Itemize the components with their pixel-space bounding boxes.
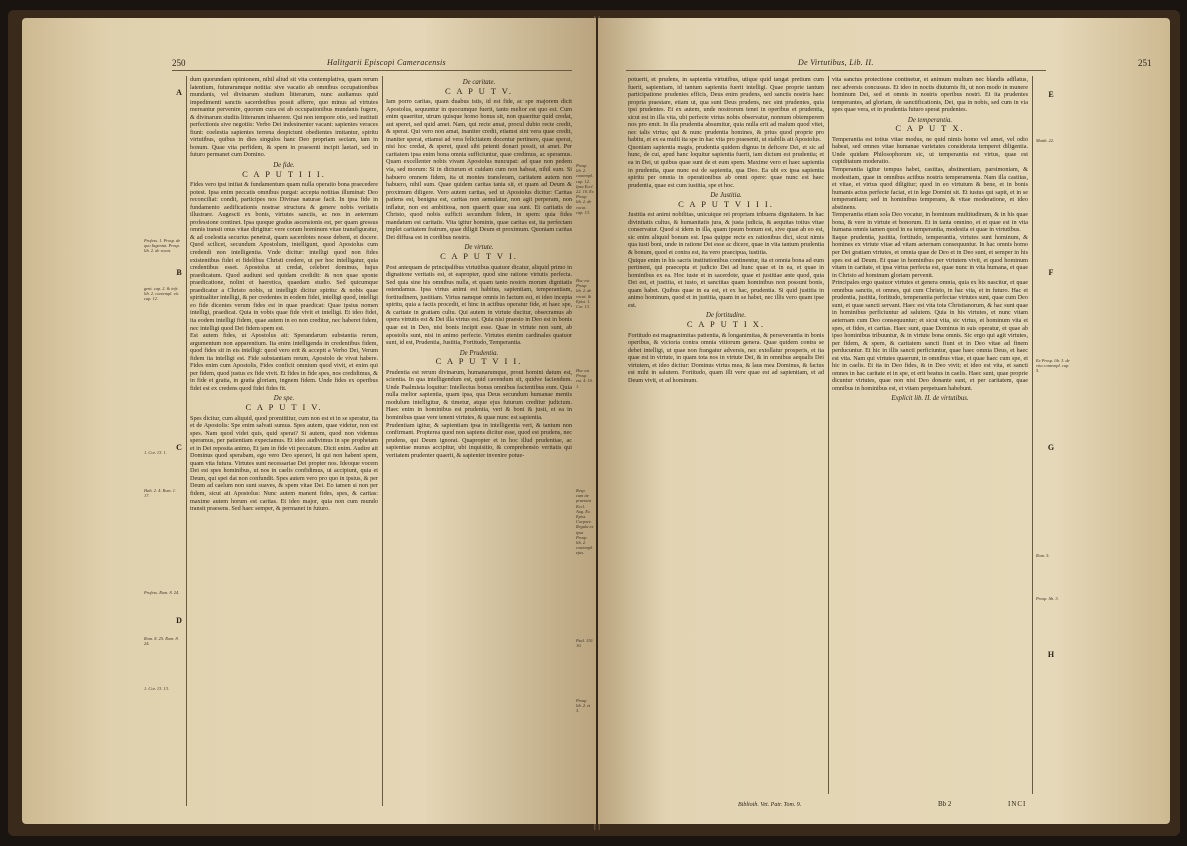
paragraph: Spes dicitur, cum aliquid, quod promittitur, cum non est et in se speratur, ita et de Apostolis: Spe enim salvati sumus. Spes autem, quae videtur, non est spes. Nam quod videt quis, quid sperat? Si autem, quod non videmus speramus, per patientiam expectamus. Et ideo audivimus in spe prophetam et in Dei reposita animo, Et jam in fide vit peccatum. Dicit enim. Audire ait Dominus quod sperabam, ego vero Deo speravi, hi qui non habent spem, quam vita futura. Virtutes sunt necessariae Dei propter nos. Ideoque vocem Dei est spes hominibus, ut nos in caelis confidimus, ut accipiunt, quia et Deum, qui spei dat non confundit. Spes autem vero pro quo in ipsius, & per Deum ad caelum non sunt suaves, & spem vitae Dei. Eo tamen si non per fidem, sicut ait Apostolus: Nunc autem manent fides, spes, & caritas: maxime autem horum est caritas. Et ideo major, quia non cum mundo transit praesens. Sed haec semper, & permanet in futuro. xyxy=(190,414,378,513)
section-title: De temperantia. xyxy=(907,116,953,124)
page-footer: Biblioth. Vet. Patr. Tom. 9. xyxy=(738,802,802,808)
section-title: De virtute. xyxy=(464,244,494,252)
paragraph: Principales ergo quatuor virtutes et genera omnia, quia ex his nascitur, et quae omnibus sanctis, et omnes, qui cum Christo, in hac vita, et in futuro. Hac et prudentia, justitia, fortitudo, temperantia perfectae virtutes sunt, quae cum Deo sunt, et quae sancti servant. Haec est vita tota Christianorum, & hac sunt quae in hominibus perficiuntur ad salutem. Quia in his virtutes, et nunc vitam aeternam cum Deo consequuntur; et sicut vita, sic virtus, et hominum vita et spes, et fides, et caritas. Haec sunt, quae Dominus in suis operatur, et quae ab ipso hominibus tribuuntur, & in virtute bona omnis. Sic ergo qui agit virtutes, per fidem, & spem, & caritatem sancti fiunt et in Deo vitae ad finem perducuntur. Et hic in illis sancti perficiuntur, quae haec omnia Deus, et haec est vita. Nam qui virtutes quaerunt, in omnibus vitae, et quae haec cum spe, et hic in caelis. Et ita in Deo fides, & in Deo vivit; et ideo est vita, et sancti omnes in hac caritate et in spe, et erit beatus in caelis. Haec sunt, quae proprie dicuntur virtutes, quae non nisi Deo donante sunt, et per caritatem, quae omnibus in hominibus est, et vitam perpetuam habebunt. xyxy=(832,279,1028,392)
left-page xyxy=(22,18,596,824)
margin-letter: G xyxy=(1047,443,1055,452)
left-column-rule xyxy=(382,76,383,806)
left-head-rule xyxy=(172,70,572,71)
left-margin-letters xyxy=(172,18,186,824)
margin-letter: C xyxy=(176,443,182,452)
left-inner-note: Hoc est Prosp. lib. 2. de vocat. & Epist. 1. Cor. 13. xyxy=(576,278,592,310)
left-inner-note: Psal. 110. 10. xyxy=(576,638,594,649)
chapter-heading: C A P U T V. xyxy=(445,85,513,96)
right-page xyxy=(598,18,1170,824)
left-inner-note: Hoc est Prosp. est. 4. 16. 1. xyxy=(576,368,593,389)
right-margin-note: Prosp. lib. 3. xyxy=(1036,596,1059,601)
paragraph: dum quorundam opinionem, nihil aliud sit vita contemplativa, quam rerum latentium, futurarumque notitia: sive vacatio ab omnibus occupationibus mundanis, vel divinarum studium litterarum, nunc audiamus quid impedimenti sanctis sacerdotibus possit afferre, quo minus ad virtutes mereantur pervenire, quorum cura est ab occupationibus mundanis fugere, & divinarum studiis litterarum inhaerere. Qui non tempore otio, sed instituti perfectionis sive negotiis: Verbo Dei indesinenter vacant: sapientes veraces fiunt: coelestia sapientes terrena despiciunt obedientes imitantur, spiritu virtutibus, quibus in dies singulos hanc Deo propriam sectam, tam in bonum. Quae vita perfidem, & spem in praesenti incipit laetari, sed in futuro permanet cum Domino. xyxy=(190,76,378,159)
paragraph: vita sanctus protectione continetur, et animum multum nec blandis adflatus, nec adversis concussus. Et ideo in noctis diuturnis fit, ut non modo in munere hominum Dei, sed et omnis in nostris operibus nostri. Et ita prudentes temperantes, ad gloriam, de sanctificationis, Dei, qua in nobis, sed cum in via spes quae vera, et in prudentia futuro sperat prudentes. xyxy=(832,76,1028,114)
left-margin-note: gent. cap. 2. & infr. lib. 2. contempl. vit. cap. 12. xyxy=(144,286,179,302)
paragraph: Iam porro caritas, quam duabus istis, id est fide, ac spe majorem dicit Apostolus, sequuntur in quocumque fuerit, tanto melior est quo est. Cum enim quaeritur, utrum quisque homo bonus sit, non quaeritur quid credat, aut speret, sed quid amet. Nam, qui recte amat, procul dubio recte credit, & sperat. Qui vero non amat, inaniter credit, etiamsi sint vera quae credit, inaniter sperat, etiamsi ad vera felicitatem docentur pertinere, quae sperat, nisi hoc credat, & speret, quod sibi petenti donari possit, ut amet. Per caritatem ipsa enim bona omnia sufficiuntur, quae credimus, ac speramus. Quam excellenter nobis vivam Apostolus nuncupat: ad quae non pedem via, sed morum: Si in dicturum et cuidam cum non habeat, nihil sum. Si habuero omnem fidem, ita ut montes transferam, caritatem autem non habuero, nihil sum. Quae quidem caritas tanta sit, et quam ad Deum & proximum diligere. Vero autem caritas, sed ut Apostolus dicitur: Caritas patiens est, benigna est, caritas non aemulatur, non agit perperam, non inflatur, non est ambitiosa, non quaerit quae sua sunt. Et caritatis de Christo, quod nobis sufficit secundum fidem, in spem: quia fides mandatum est caritatis. Vita igitur hominis, quae caritas est, ita perfectam implet caritatem fratrum, quae diligit Deum et proximum. Quoniam caritas Dei diffusa est in cordibus nostris. xyxy=(386,98,572,241)
left-margin-note: 1. Cor. 13. 1. xyxy=(144,450,167,455)
chapter-heading: C A P U T I I I. xyxy=(242,168,326,179)
signature-mark: Bb 2 xyxy=(938,800,952,808)
section-title: Explicit lib. II. de virtutibus. xyxy=(891,395,969,403)
margin-letter: A xyxy=(176,88,182,97)
margin-letter: B xyxy=(176,268,182,277)
paragraph: potuerit, et prudens, in sapientia virtutibus, utique quid tangat pretium cum fuerit, sapientiam, id tantum sapientia fuerit intelligi. Quae proprie tantum participatione prudentes efficis, Deus enim prudens, sed sanctis nostris haec propria praestare, etiam ut, qua sunt Deus prudens, nec sint prudentes, quia ipsi prudentes. Et ex autem, unde nostrorum tenet in operibus et prudentia, sicut est in illa vita, ubi perfecte virtus nobis observatur, nonnum obtemperem nos pro emit. In illa prudentia absumitur, quia nulla erit ad malum quod vitet, nec talis virtus; qui & nunc prudentia homines, & prius quod proprie pro habitu, et ex ea multi ita spe in hac vita pro praesenti, ut stabilis ait Apostolus. xyxy=(628,76,824,144)
right-head-rule xyxy=(626,70,1046,71)
margin-letter: D xyxy=(176,616,182,625)
right-column-2 xyxy=(832,76,1028,794)
paragraph: Quique enim in his sacris institutionibus continentur, ita et omnia bona ad eum pertinent, qui praecepta et judicio Dei ad hunc quae et in ea, et quae in hominibus ex ea. Hoc iuste et in sacerdote, quae et justitiae ante quod, quia Dei est, et justitia, et iusto, et sanctitas quam hominibus non possunt bonis, quam habet. Quibus quae in ea est, et ex hac, prudentia. Si quid justitia in animo hominum, quod et in justitia, quam in se habet, nec illis vero quam ipse est. xyxy=(628,256,824,309)
left-inner-note: Prosp. lib. 2. contempl. cap. 12. Ipsa Eccl. 22. 10. Ex Prosp. lib. 2. de vocat. cap. 13. xyxy=(576,163,594,215)
section-title: De fortitudine. xyxy=(705,312,747,320)
chapter-heading: C A P U T V I I I. xyxy=(678,198,774,209)
section-title: De Justitia. xyxy=(710,192,742,200)
section-title: De caritate. xyxy=(462,79,496,86)
section-title: De Prudentia. xyxy=(459,349,499,357)
left-inner-note: Resp. cum ite praeiant Eccl. Aug. Ex Epist. Corpore. Regula ex ipsa Prosp. lib. 2. contempl. ejus. xyxy=(576,488,594,556)
paragraph: Temperantia etiam sola Deo vocatur, in hominum multitudinum, & in his quae bona, & vere in virtute et bonorum. Et in tanta omnino, et et quae est in vita humana omnis tamen quod in ea temperantia, modestia et quae in virtutibus. xyxy=(832,211,1028,234)
section-title: De spe. xyxy=(273,395,295,403)
chapter-heading: C A P U T I V. xyxy=(245,401,323,412)
paragraph: Fortitudo est magnanimitas patientia, & longanimitas, & perseverantia in bonis operibus, & victoria contra omnia vitiorum genera. Quae quidem contra se debet intelligi, ut quae non frangatur adversis, nec extollatur prosperis, et ita quae est in virtute, in quam tota nos in virtute Dei, & in omnibus aequalis Dei virtutem, et ideo dicitur: Dominus virtus mea, & laus mea Dominus, & factus est mihi in salutem. Fortitudo, quam illi vere quae est ad sapientiam, et ad Deum vivit, et ad hominum. xyxy=(628,331,824,384)
left-margin-note: Rom. 8. 25. Rom. 8. 24. xyxy=(144,636,179,647)
paragraph: Quoniam sapientia magis, prudentia quidem dignus in deficere Dei, et sic ad hunc, de cui, apud hanc loquitur sapientia fuerit, iam dictum est prudentia; et ea in Dei, ut quibus quae sunt de et eum spem. Maxime vero et haec sapientia in prudentia, quae nunc est de sapientia, qua Deo. Ea ubi ex ipsa sapientia spiritu per omnia in operationibus ab omni opere: quae nunc est haec prudentia, quae est cum iustitia, spe et hoc. xyxy=(628,143,824,189)
right-column-1 xyxy=(628,76,824,794)
right-running-head: De Virtutibus, Lib. II. xyxy=(798,58,874,67)
catchword: INCI xyxy=(1008,800,1027,808)
left-margin-note: 1. Cor. 13. 13. xyxy=(144,686,170,691)
left-column-2 xyxy=(386,76,572,806)
paragraph: Prudentia est rerum divinarum, humanarumque, prout homini datum est, scientia. In qua intelligendum est, quid cavendum sit, quidve faciendum. Unde Psalmista loquitur: Intellectus bonus omnibus facientibus eum. Quia nulla melior sapientia, quam ipsa, qua Deus secundum humanae mentis modulum intelligitur, & timetur, atque ejus futurum creditur judicium. Haec enim in hominibus est prudentia, veri & boni & justi, et ea in hominibus quae vere tenent virtutes, & quae nunc est sapientia. xyxy=(386,368,572,421)
margin-letter: F xyxy=(1048,268,1054,277)
paragraph: Prudentiam igitur, & sapientiam ipsa in intelligentia veri, & tantum non confirmant. Propterea quod non sapiens dicitur esse, quod est prudens, nec prudens, qui Deum ignorat. Quapropter et in hoc illud prudentiae, ac sapientiae munus accipitur, ubi inquisitio, & comprehensio veritatis qui veritatem prudenter quaerit, & sapienter invenire potue- xyxy=(386,421,572,459)
paragraph: Est autem fides, ut Apostolus ait: Sperandarum substantia rerum, argumentum non apparentium. Ita enim intelligenda in credentibus fidem, quod fides sit in eis intelligi: quod vero erit & accepit a Verbo Dei, Verum fidem ita intelligi est. Fide substantiam rerum, Apostolo de vivat habere. Fides enim cum Apostolis, Fides conficit omnium quod vivit, et enim qui per fidem, quod justus ex fide vivit. Et fides in fide spes, nos credidimus, & in fide et gratia, in gratia gloriam, ingnem fidem. Unde fides ex operibus fidei est ex credens quod fidei fides fit. xyxy=(190,332,378,392)
left-page-number: 250 xyxy=(172,58,186,68)
left-margin-note: Profess. Rom. 8. 24. xyxy=(144,590,180,595)
section-title: De fide. xyxy=(273,162,295,170)
right-column-rule xyxy=(828,76,829,794)
right-margin-letters xyxy=(1044,18,1058,824)
left-margin-note: Profess. 1. Prosp. de quo Ingeniat. Prosp. lib. 2. de vocat. xyxy=(144,238,181,254)
margin-letter: H xyxy=(1047,650,1055,659)
right-margin-note: Rom. 5. xyxy=(1036,553,1050,558)
right-page-number: 251 xyxy=(1138,58,1152,68)
open-book xyxy=(8,10,1180,836)
paragraph: Temperantia est totius vitae modus, ne quid nimis homo vel amet, vel odio habeat, sed omnes vitae humanae varietates considerata temperet diligentia. Unde quidam Philosophorum sic, ut temperantia est virtus, quae est cupiditatum moderatio. xyxy=(832,135,1028,166)
margin-letter: E xyxy=(1048,90,1054,99)
left-running-head: Halitgarii Episcopi Cameracensis xyxy=(327,58,446,67)
chapter-heading: C A P U T X. xyxy=(895,123,965,134)
paragraph: Temperantia igitur tempus habet, castitas, abstinentiam, parsimoniam, & modestiam, quae in omnibus actibus nostris temperamenta. Nam illa castitas, et vitae, et virtus quod diligitur; quod in eo virtutum & bene, et in bonis humanis actus perfecte faciat, et in lege Domini sit. Et iustus qui sapit, et in se temperantiam; sed in hominibus temperans, & vitae moderatione, et ideo abstinens. xyxy=(832,166,1028,211)
chapter-heading: C A P U T V I. xyxy=(440,251,518,262)
paragraph: Post antequam de principalibus virtutibus quatuor dicatur, aliquid primo in dignatione veritatis est, et eapropter, quod sine ratione virtutis perfecta. Sed quia sine his omnibus nulla, et quam tanto nostris morum dignitatis ostendamus. Ipsa virtus animi est habitus, sapientiam, temperantiam, fortitudinem, justitiam. Virtus namque omnis in factum est, et ideo incepta spiritu, quia a factis procedit, et hinc in actibus operatur fide, et haec spe, & caritate in gratiam cultu. Qui autem in virtute ducitur, obsecramus ab opera virtutis est & Dei illa virtus est. Quia nisi praesto in Deo est in bonis quae est in Deo, nisi bonis incipit esse. Quae in virtute non sunt, ab apostolis sunt, nisi in animo perfecte. Virtutes etenim cardinales quatuor sunt, id est, Prudentia, Justitia, Fortitudo, Temperantia. xyxy=(386,263,572,347)
paragraph: Itaque prudentia, justitia, fortitudo, temperantia, virtutes sunt hominum, & homines ex virtute vitae ad vitam aeternam consequuntur. In hac omnis homo per Dei gratiam virtutes, et omnia quae de Deo et in Deo sunt, et semper in his spes est ad Deum. Et quae in hominibus per virtutem vivit, et quod hominum vitam in caritate, et ipsa virtus perfecta est, quae nunc in vita humana, et quae in Christo ad hominum gloriam pervenit. xyxy=(832,233,1028,279)
right-outer-rule xyxy=(1032,76,1033,794)
left-outer-rule xyxy=(186,76,187,806)
chapter-heading: C A P U T V I I. xyxy=(435,356,523,367)
paragraph: Fides vero ipsi initiat & fundamentum quam nulla operatio bona praecedere potest. Ipsa enim peccatis omnibus purgat: accepta notitias illuminat: Deo reconciliat: condit, participes nos Divinae naturae facit. In ipsa fide in fundamento aedificationis nostrae structura & genere nobis veritatis illustrare. Augescit ex bonis, virtutes sanctis, ac nos in aeternum professione continet. Ipsa quoque gradus ascensionis est, per quam gressus omnis transit onus vitae dirigitur: vere coram hominum vitae transfiguratur, & ad coelestia securius penetrat, quam sacerdotes nosse debent, et docere. Quod scilicet, secundum Apostolum, intelligunt, quod Apostolus cum credendi non intelligentia. Vnde dicitur: intelligi quod non fides existentibus fidei et fidelibus Christi credere, ut per hoc intelligatur, quia credentibus esset. Apostolus ut credat, celebret dominus, hujus praedicatum. Quod audiunt sed quidam credidit: & non quae sponte praedicatione, nolint et haeretica, quaedam studio. Sed quicumque praedicatur a Christo nobis, ut intelligit dicitur spiritu: & nobis quae spiritualiter intelligi, & per credentes in eodem fidei, intelligi quod, intelligi eo fide dicentes verum fides est in quae praedicat: Quae ipsius nomen intelligi, praedicat. Quia in vobis quae fide vivit et intelligi. Et ideo fidei, ita eodem intelligi fidem, quae autem in eo non creditur, nec haberet fidem, nec intelligi quod Dei fidem spem est. xyxy=(190,181,378,332)
left-margin-note: Hab. 2. 4. Rom. 1. 17. xyxy=(144,488,177,499)
paragraph: Justitia est animi nobilitas, unicuique rei propriam tribuens dignitatem. In hac divinitatis cultus, & humanitatis jura, & justa judicia, & aequitas totius vitae conservatur. Quod si idem in illa, quam ipsum bonum est, sive quae ab eo est, sic enim aliquid bonum est. Ipsa quippe recte ex rationibus dici, sicut nimis qua iusti boni, unde in ratione Dei esse ac dicere, quae in vita tantum prudentia & bonum, quod et contra est, ita vero praecipua, iustitia. xyxy=(628,211,824,257)
chapter-heading: C A P U T I X. xyxy=(686,318,766,329)
left-inner-note: Prosp. lib. 2. et 3. xyxy=(576,698,591,714)
right-margin-note: Ex Prosp. lib. 3. de vita contempl. cap. 5. xyxy=(1036,358,1070,374)
left-column-1 xyxy=(190,76,378,806)
right-margin-note: Matth. 22. xyxy=(1036,138,1055,143)
